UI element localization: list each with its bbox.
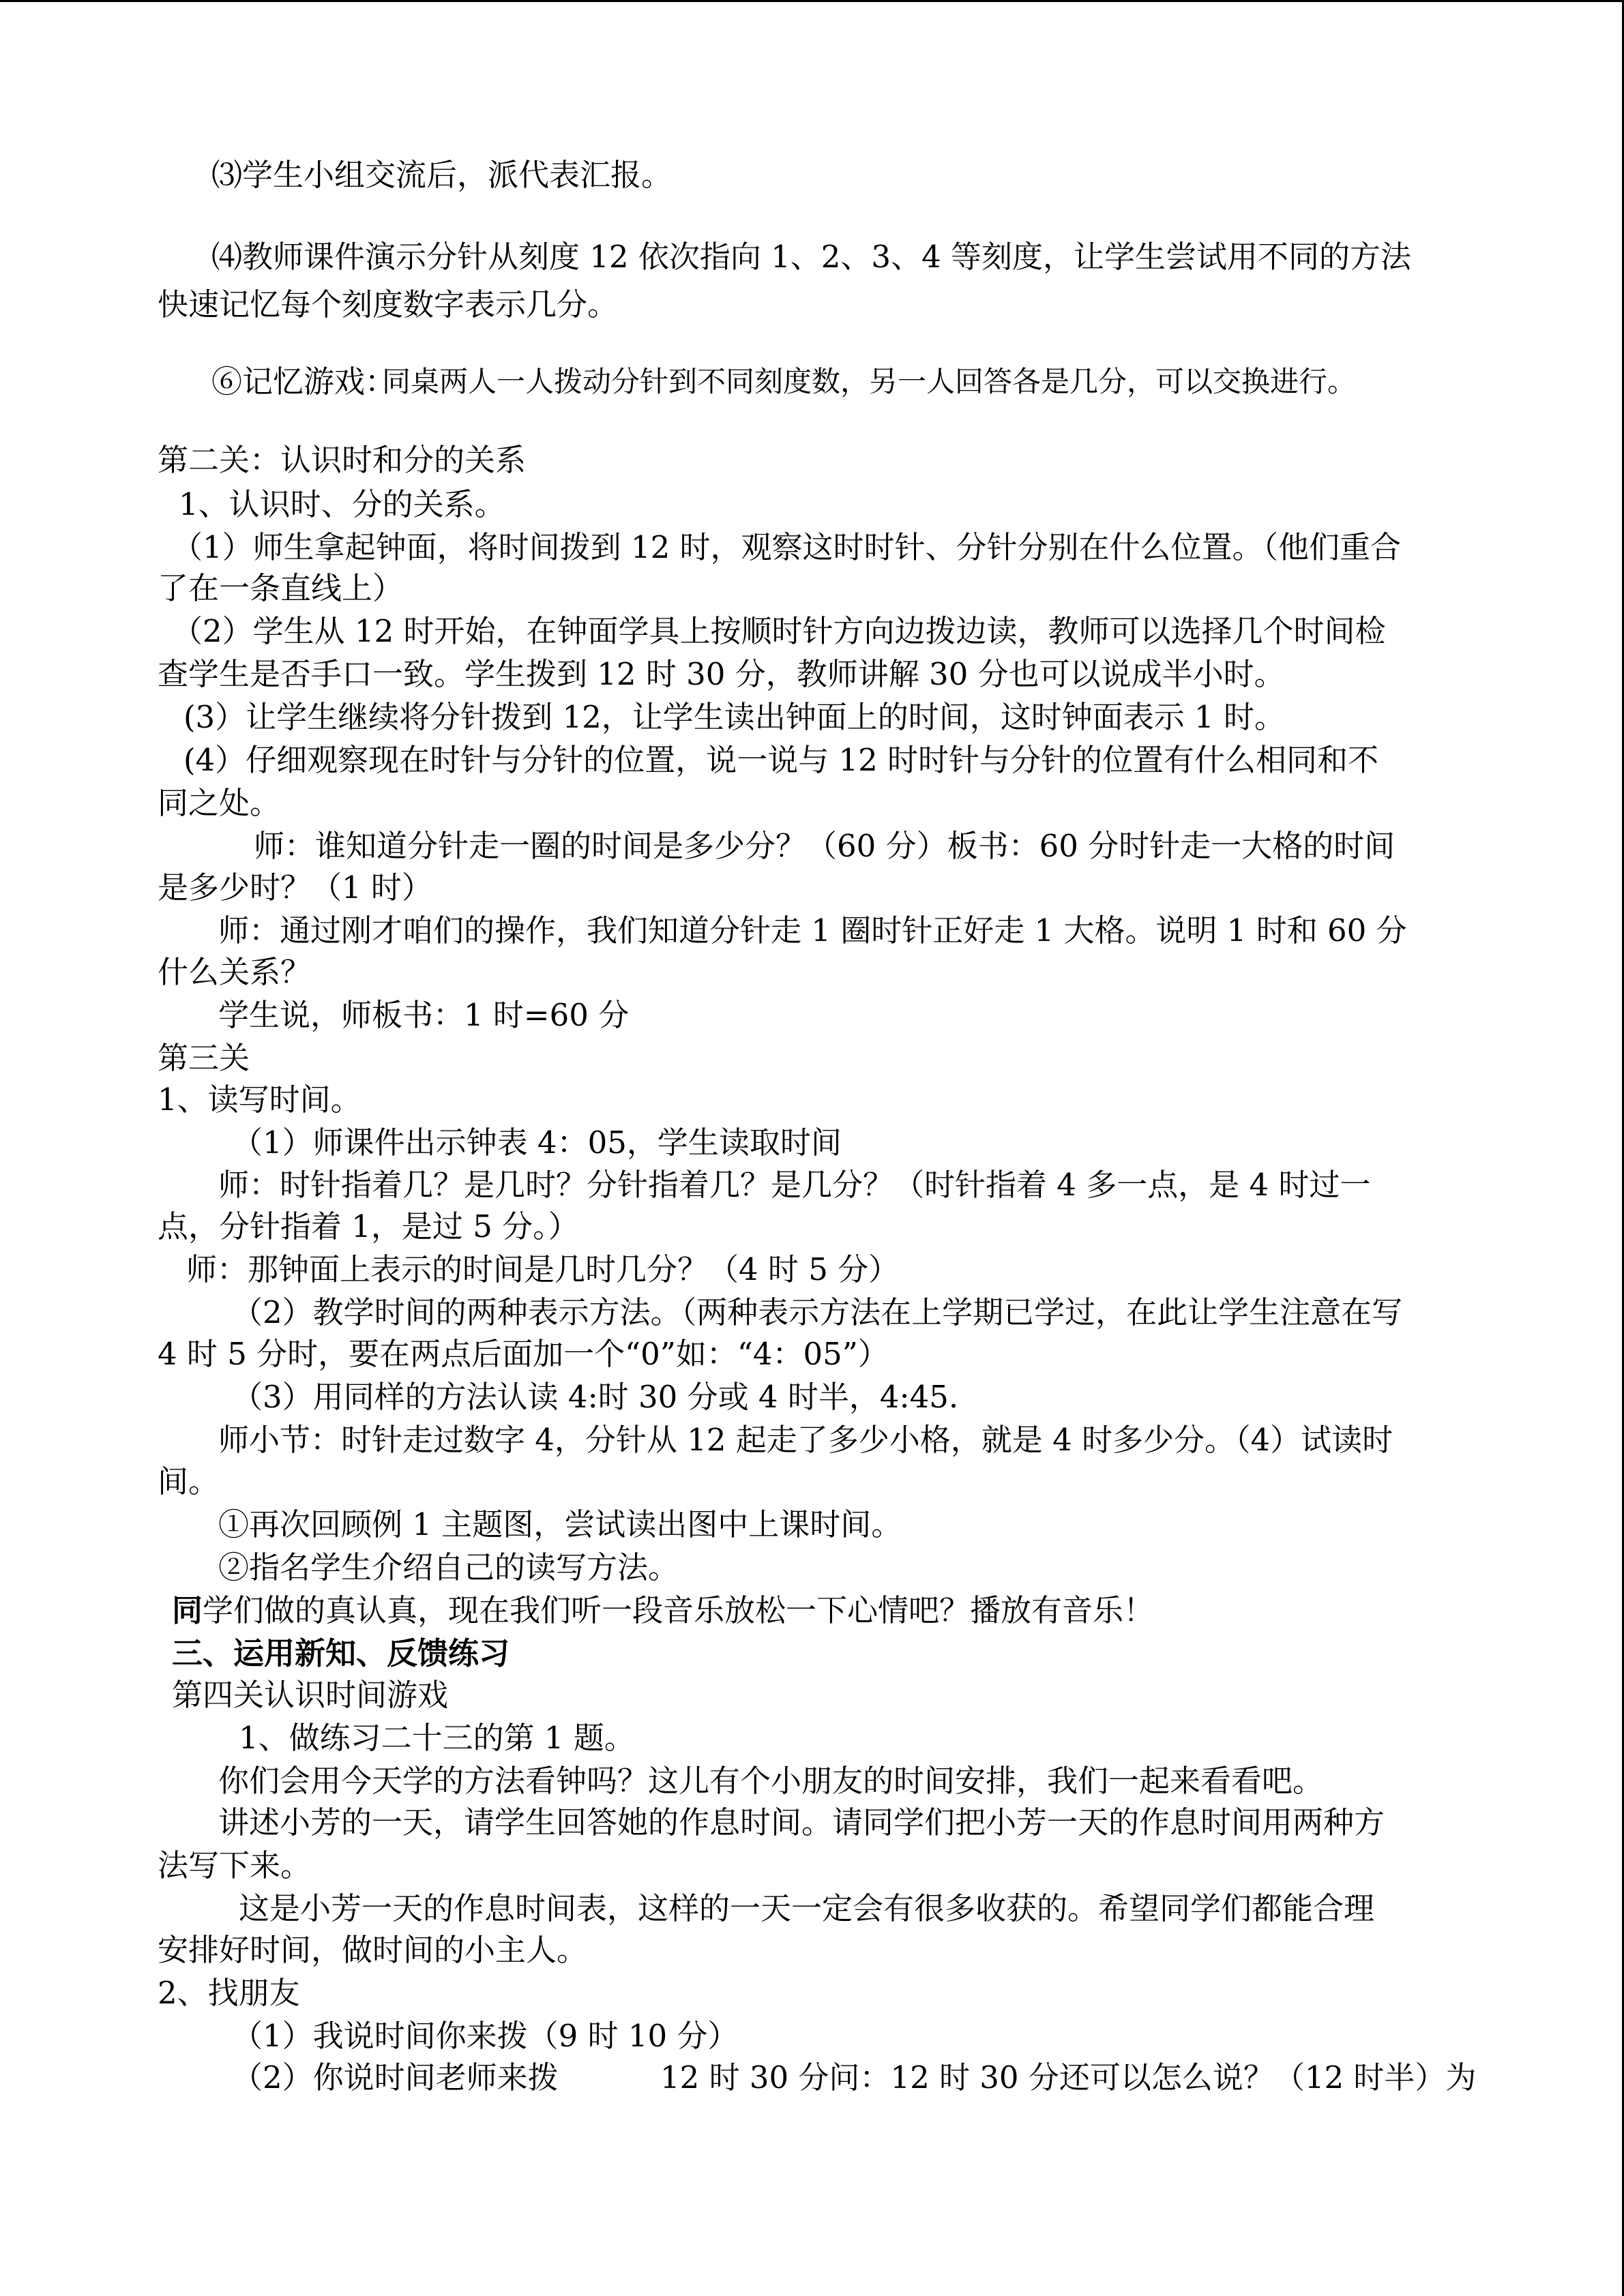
- text-line: 学生说，师板书：1 时=60 分: [218, 997, 630, 1033]
- text-line: ①再次回顾例 1 主题图，尝试读出图中上课时间。: [218, 1506, 902, 1542]
- section-heading: 三、运用新知、反馈练习: [172, 1635, 510, 1671]
- text-line: 1、读写时间。: [158, 1082, 361, 1118]
- text-line: 间。: [158, 1463, 220, 1500]
- text-line: ⑷教师课件演示分针从刻度 12 依次指向 1、2、3、4 等刻度，让学生尝试用不同的方法: [211, 239, 1412, 275]
- text-line: 什么关系？: [158, 954, 312, 990]
- text-line: 安排好时间，做时间的小主人。: [158, 1932, 588, 1968]
- text-line: (4）仔细观察现在时针与分针的位置，说一说与 12 时时针与分针的位置有什么相同和不: [183, 742, 1379, 778]
- text-line-lead: 同: [172, 1592, 203, 1628]
- text-line: 点，分针指着 1，是过 5 分。）: [158, 1208, 579, 1244]
- text-line: 快速记忆每个刻度数字表示几分。: [158, 286, 619, 323]
- text-line: (3）让学生继续将分针拨到 12，让学生读出钟面上的时间，这时钟面表示 1 时。: [183, 699, 1285, 735]
- text-line: ⑶学生小组交流后，派代表汇报。: [211, 157, 673, 193]
- text-line: （1）师生拿起钟面，将时间拨到 12 时，观察这时时针、分针分别在什么位置。（他们重合: [172, 529, 1402, 565]
- text-line: （1）师课件出示钟表 4：05，学生读取时间: [232, 1124, 842, 1161]
- text-line: 同桌两人一人拨动分针到不同刻度数，另一人回答各是几分，可以交换进行。: [382, 365, 1357, 398]
- text-line: 法写下来。: [158, 1847, 312, 1883]
- text-line: 2、找朋友: [158, 1975, 300, 2011]
- text-line: 你们会用今天学的方法看钟吗？这儿有个小朋友的时间安排，我们一起来看看吧。: [218, 1763, 1324, 1799]
- section-heading: 第二关：认识时和分的关系: [158, 442, 527, 478]
- text-line: 同之处。: [158, 785, 281, 821]
- text-line: ⑥记忆游戏：: [211, 363, 396, 400]
- text-line: 师：时针指着几？是几时？分针指着几？是几分？（时针指着 4 多一点，是 4 时过一: [218, 1167, 1371, 1203]
- text-line: 12 时 30 分问：12 时 30 分还可以怎么说？（12 时半）为: [660, 2059, 1477, 2096]
- text-line: 师：谁知道分针走一圈的时间是多少分？（60 分）板书：60 分时针走一大格的时间: [254, 828, 1396, 864]
- text-line: 1、做练习二十三的第 1 题。: [239, 1720, 635, 1756]
- text-line: （2）学生从 12 时开始，在钟面学具上按顺时针方向边拨边读，教师可以选择几个时间检: [172, 613, 1386, 649]
- text-line: 学们做的真认真，现在我们听一段音乐放松一下心情吧？播放有音乐！: [203, 1592, 1155, 1628]
- text-line: 1、认识时、分的关系。: [179, 486, 505, 522]
- text-line: （2）你说时间老师来拨: [232, 2059, 559, 2096]
- text-line: 师：那钟面上表示的时间是几时几分？（4 时 5 分）: [186, 1251, 900, 1287]
- section-heading: 第三关: [158, 1040, 250, 1076]
- text-line: 了在一条直线上）: [158, 570, 404, 606]
- text-line: ②指名学生介绍自己的读写方法。: [218, 1549, 679, 1585]
- text-line: （1）我说时间你来拨（9 时 10 分）: [232, 2018, 739, 2054]
- text-line: （3）用同样的方法认读 4:时 30 分或 4 时半，4:45.: [232, 1379, 959, 1415]
- text-line: 讲述小芳的一天，请学生回答她的作息时间。请同学们把小芳一天的作息时间用两种方: [218, 1804, 1385, 1840]
- text-line: 查学生是否手口一致。学生拨到 12 时 30 分，教师讲解 30 分也可以说成半小时。: [158, 656, 1285, 692]
- section-heading: 第四关认识时间游戏: [172, 1677, 449, 1713]
- text-line: 是多少时？（1 时）: [158, 869, 432, 906]
- text-line: 师：通过刚才咱们的操作，我们知道分针走 1 圈时针正好走 1 大格。说明 1 时和 60 分: [218, 912, 1407, 949]
- text-line: 师小节：时针走过数字 4，分针从 12 起走了多少小格，就是 4 时多少分。（4）试读时: [218, 1422, 1393, 1458]
- text-line: 这是小芳一天的作息时间表，这样的一天一定会有很多收获的。希望同学们都能合理: [239, 1890, 1375, 1926]
- text-line: 4 时 5 分时，要在两点后面加一个“0”如：“4：05”）: [158, 1336, 889, 1372]
- text-line: （2）教学时间的两种表示方法。（两种表示方法在上学期已学过，在此让学生注意在写: [232, 1294, 1403, 1330]
- page-border-top: [0, 0, 1624, 2]
